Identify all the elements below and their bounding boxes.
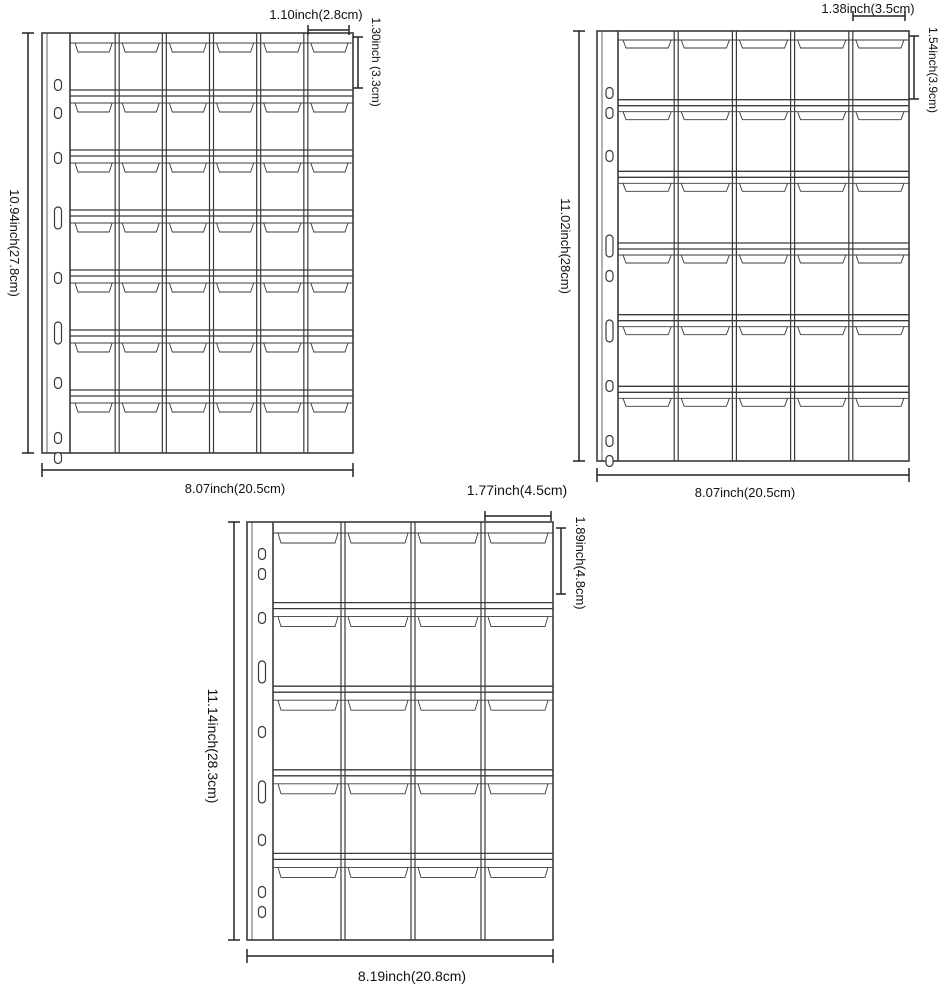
binder-hole [55,80,62,91]
binder-hole [606,381,613,392]
binder-hole [259,907,266,918]
binder-hole [606,436,613,447]
binder-hole [606,151,613,162]
sheet-5x6-width-dimension [597,468,909,500]
binder-hole [606,456,613,467]
binder-hole [606,271,613,282]
sheet-6x7-pockets [42,33,353,464]
sheet-6x7-width-label: 8.07inch(20.5cm) [184,481,286,496]
binder-hole [259,613,266,624]
sheet-6x7-pocket-height-dimension [353,17,383,106]
binder-hole [606,235,613,257]
sheet-6x7-width-dimension [42,463,353,496]
sheet-5x6-pocket-height-label: 1.54inch(3.9cm) [926,26,940,114]
sheet-4x5-width-dimension [247,949,553,984]
sheet-4x5-pocket-height-dimension [556,516,588,609]
sheet-5x6-pockets [597,31,909,467]
sheet-6x7-height-label: 10.94inch(27.8cm) [7,189,22,297]
sheet-5x6-pocket-width-label: 1.38inch(3.5cm) [821,1,915,16]
sheet-6x7-height-dimension [7,33,34,453]
sheet-5x6-pocket-height-dimension [909,27,940,113]
binder-hole [259,781,266,803]
binder-hole [259,727,266,738]
binder-hole [55,433,62,444]
binder-hole [55,322,62,344]
binder-hole [55,273,62,284]
sheet-5x6 [558,1,940,500]
binder-hole [55,453,62,464]
sheet-6x7-pocket-width-label: 1.10inch(2.8cm) [269,7,363,22]
binder-hole [55,378,62,389]
sheet-6x7-pocket-height-label: 1.30inch (3.3cm) [369,17,383,107]
binder-hole [606,108,613,119]
sheet-6x7-pocket-width-dimension [269,7,362,35]
sheet-5x6-height-dimension [558,31,585,461]
sheet-5x6-pocket-width-dimension [821,1,914,21]
binder-hole [259,549,266,560]
sheet-5x6-width-label: 8.07inch(20.5cm) [694,485,796,500]
binder-hole [259,835,266,846]
binder-hole [55,153,62,164]
sheet-4x5-pocket-width-label: 1.77inch(4.5cm) [466,482,568,498]
sheet-4x5 [205,482,588,984]
binder-hole [259,569,266,580]
binder-hole [55,207,62,229]
binder-hole [606,320,613,342]
binder-hole [259,887,266,898]
binder-hole [606,88,613,99]
sheet-outline [597,31,909,461]
binder-hole [259,661,266,683]
sheet-4x5-pocket-width-dimension [467,482,567,521]
sheet-6x7 [7,7,383,496]
sheet-5x6-height-label: 11.02inch(28cm) [558,198,573,294]
sheet-4x5-height-dimension [205,522,240,940]
binder-hole [55,108,62,119]
sheet-4x5-pocket-height-label: 1.89inch(4.8cm) [573,516,588,610]
sheet-4x5-height-label: 11.14inch(28.3cm) [205,688,221,804]
sheet-4x5-width-label: 8.19inch(20.8cm) [357,968,467,984]
sheet-4x5-pockets [247,522,553,940]
